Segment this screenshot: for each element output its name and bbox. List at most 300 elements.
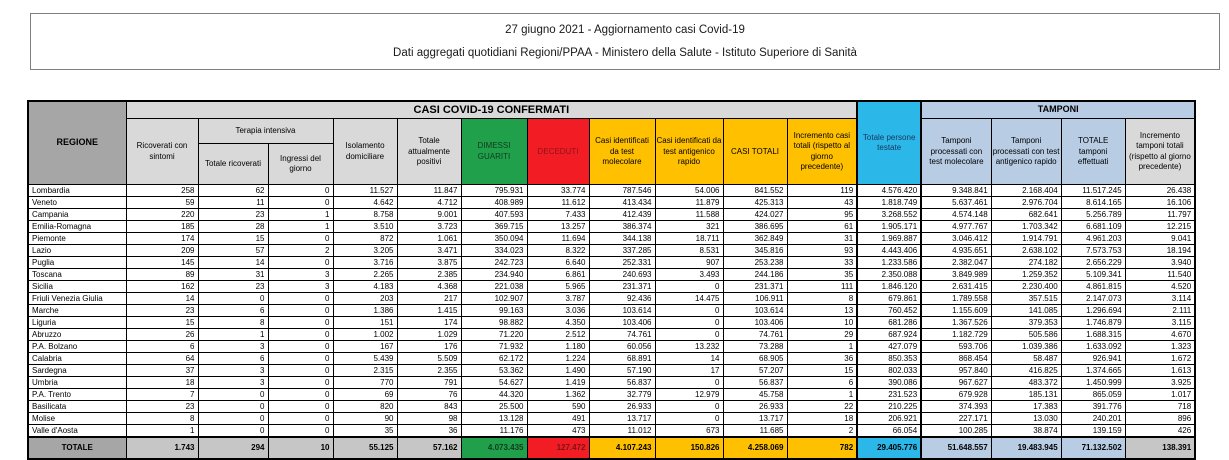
cell: 760.452 bbox=[857, 305, 921, 317]
group-header-tamponi: TAMPONI bbox=[921, 101, 1195, 119]
cell: 802.033 bbox=[857, 365, 921, 377]
cell: 23 bbox=[126, 305, 198, 317]
cell: 2.265 bbox=[333, 269, 397, 281]
cell: 57 bbox=[198, 245, 268, 257]
cell: 8 bbox=[787, 293, 857, 305]
cell: 185.131 bbox=[991, 389, 1061, 401]
cell: 321 bbox=[655, 221, 723, 233]
cell: 505.586 bbox=[991, 329, 1061, 341]
cell: 203 bbox=[333, 293, 397, 305]
cell: 68.891 bbox=[589, 353, 655, 365]
cell: 424.027 bbox=[723, 209, 787, 221]
region-name: Molise bbox=[28, 413, 126, 425]
cell: 73.288 bbox=[723, 341, 787, 353]
cell: 210.225 bbox=[857, 401, 921, 413]
cell: 98 bbox=[397, 413, 461, 425]
cell: 44.320 bbox=[461, 389, 527, 401]
cell: 673 bbox=[655, 425, 723, 438]
table-row bbox=[28, 305, 1195, 317]
cell: 2.976.704 bbox=[991, 197, 1061, 209]
cell: 590 bbox=[527, 401, 589, 413]
cell: 896 bbox=[1125, 413, 1195, 425]
cell: 386.374 bbox=[589, 221, 655, 233]
cell: 231.523 bbox=[857, 389, 921, 401]
cell: 35 bbox=[333, 425, 397, 438]
cell: 221.038 bbox=[461, 281, 527, 293]
table-row bbox=[28, 257, 1195, 269]
table-row bbox=[28, 401, 1195, 413]
cell: 162 bbox=[126, 281, 198, 293]
cell: 687.924 bbox=[857, 329, 921, 341]
cell: 29.405.776 bbox=[857, 437, 921, 459]
cell: 1.846.120 bbox=[857, 281, 921, 293]
cell: 868.454 bbox=[921, 353, 991, 365]
cell: 35 bbox=[787, 269, 857, 281]
cell: 17 bbox=[655, 365, 723, 377]
cell: 0 bbox=[655, 329, 723, 341]
cell: 3.036 bbox=[527, 305, 589, 317]
cell: 231.371 bbox=[723, 281, 787, 293]
cell: 258 bbox=[126, 185, 198, 197]
cell: 71.932 bbox=[461, 341, 527, 353]
cell: 25.500 bbox=[461, 401, 527, 413]
cell: 0 bbox=[268, 257, 333, 269]
table-row bbox=[28, 329, 1195, 341]
cell: 5.256.789 bbox=[1061, 209, 1125, 221]
cell: 718 bbox=[1125, 401, 1195, 413]
cell: 28 bbox=[198, 221, 268, 233]
cell: 0 bbox=[268, 377, 333, 389]
cell: 2.168.404 bbox=[991, 185, 1061, 197]
col-header-attualmente-positivi: Totale attualmente positivi bbox=[397, 119, 461, 185]
cell: 1.374.665 bbox=[1061, 365, 1125, 377]
cell: 98.882 bbox=[461, 317, 527, 329]
cell: 426 bbox=[1125, 425, 1195, 438]
cell: 15 bbox=[126, 317, 198, 329]
cell: 5.509 bbox=[397, 353, 461, 365]
cell: 3.875 bbox=[397, 257, 461, 269]
cell: 95 bbox=[787, 209, 857, 221]
cell: 14 bbox=[198, 257, 268, 269]
cell: 843 bbox=[397, 401, 461, 413]
cell: 4.977.767 bbox=[921, 221, 991, 233]
cell: 3.787 bbox=[527, 293, 589, 305]
cell: 76 bbox=[397, 389, 461, 401]
cell: 102.907 bbox=[461, 293, 527, 305]
cell: 57.162 bbox=[397, 437, 461, 459]
cell: 1.367.526 bbox=[921, 317, 991, 329]
cell: 4.576.420 bbox=[857, 185, 921, 197]
cell: 3 bbox=[198, 377, 268, 389]
cell: 9.348.841 bbox=[921, 185, 991, 197]
cell: 22 bbox=[787, 401, 857, 413]
cell: 872 bbox=[333, 233, 397, 245]
table-row bbox=[28, 245, 1195, 257]
cell: 386.695 bbox=[723, 221, 787, 233]
banner-title: 27 giugno 2021 - Aggiornamento casi Covid-19 bbox=[505, 24, 745, 37]
table-row bbox=[28, 377, 1195, 389]
region-name: Sardegna bbox=[28, 365, 126, 377]
table-row bbox=[28, 269, 1195, 281]
cell: 4.642 bbox=[333, 197, 397, 209]
cell: 234.940 bbox=[461, 269, 527, 281]
cell: 3.510 bbox=[333, 221, 397, 233]
table-row bbox=[28, 185, 1195, 197]
cell: 274.182 bbox=[991, 257, 1061, 269]
cell: 62 bbox=[198, 185, 268, 197]
cell: 103.614 bbox=[589, 305, 655, 317]
table-row bbox=[28, 317, 1195, 329]
cell: 1.672 bbox=[1125, 353, 1195, 365]
cell: 6 bbox=[198, 305, 268, 317]
cell: 240.201 bbox=[1061, 413, 1125, 425]
cell: 37 bbox=[126, 365, 198, 377]
col-header-totale-tamponi: TOTALE tamponi effettuati bbox=[1061, 119, 1125, 185]
group-header-casi-confermati: CASI COVID-19 CONFERMATI bbox=[126, 101, 857, 119]
cell: 11.879 bbox=[655, 197, 723, 209]
cell: 5.965 bbox=[527, 281, 589, 293]
region-name: Valle d'Aosta bbox=[28, 425, 126, 438]
banner bbox=[30, 13, 1220, 70]
cell: 10 bbox=[787, 317, 857, 329]
cell: 483.372 bbox=[991, 377, 1061, 389]
cell: 1.386 bbox=[333, 305, 397, 317]
cell: 58.487 bbox=[991, 353, 1061, 365]
cell: 2.631.415 bbox=[921, 281, 991, 293]
cell: 0 bbox=[198, 401, 268, 413]
cell: 6 bbox=[126, 341, 198, 353]
cell: 4.961.203 bbox=[1061, 233, 1125, 245]
cell: 13.232 bbox=[655, 341, 723, 353]
cell: 5.109.341 bbox=[1061, 269, 1125, 281]
cell: 2.355 bbox=[397, 365, 461, 377]
cell: 1.029 bbox=[397, 329, 461, 341]
cell: 17.383 bbox=[991, 401, 1061, 413]
cell: 3.723 bbox=[397, 221, 461, 233]
region-name: Piemonte bbox=[28, 233, 126, 245]
cell: 6.681.109 bbox=[1061, 221, 1125, 233]
cell: 1.259.352 bbox=[991, 269, 1061, 281]
cell: 90 bbox=[333, 413, 397, 425]
cell: 2 bbox=[787, 425, 857, 438]
cell: 8.531 bbox=[655, 245, 723, 257]
cell: 99.163 bbox=[461, 305, 527, 317]
table-row bbox=[28, 341, 1195, 353]
cell: 32.779 bbox=[589, 389, 655, 401]
cell: 57.190 bbox=[589, 365, 655, 377]
cell: 33.774 bbox=[527, 185, 589, 197]
table-row bbox=[28, 209, 1195, 221]
cell: 19.483.945 bbox=[991, 437, 1061, 459]
cell: 0 bbox=[655, 401, 723, 413]
cell: 1.180 bbox=[527, 341, 589, 353]
cell: 782 bbox=[787, 437, 857, 459]
cell: 167 bbox=[333, 341, 397, 353]
cell: 12.979 bbox=[655, 389, 723, 401]
cell: 26.438 bbox=[1125, 185, 1195, 197]
cell: 2.656.229 bbox=[1061, 257, 1125, 269]
cell: 220 bbox=[126, 209, 198, 221]
cell: 8 bbox=[198, 317, 268, 329]
cell: 227.171 bbox=[921, 413, 991, 425]
cell: 1.155.609 bbox=[921, 305, 991, 317]
cell: 56.837 bbox=[723, 377, 787, 389]
cell: 176 bbox=[397, 341, 461, 353]
cell: 14.475 bbox=[655, 293, 723, 305]
cell: 18.711 bbox=[655, 233, 723, 245]
cell: 0 bbox=[655, 317, 723, 329]
cell: 1.039.386 bbox=[991, 341, 1061, 353]
table-row bbox=[28, 293, 1195, 305]
cell: 344.138 bbox=[589, 233, 655, 245]
region-name: Marche bbox=[28, 305, 126, 317]
cell: 26 bbox=[126, 329, 198, 341]
cell: 1 bbox=[268, 209, 333, 221]
covid-data-table bbox=[27, 100, 1196, 460]
cell: 68.905 bbox=[723, 353, 787, 365]
cell: 11.540 bbox=[1125, 269, 1195, 281]
cell: 103.406 bbox=[589, 317, 655, 329]
col-header-dimessi-guariti: DIMESSI GUARITI bbox=[461, 119, 527, 185]
cell: 252.331 bbox=[589, 257, 655, 269]
cell: 8 bbox=[126, 413, 198, 425]
cell: 4.861.815 bbox=[1061, 281, 1125, 293]
cell: 2.638.102 bbox=[991, 245, 1061, 257]
cell: 150.826 bbox=[655, 437, 723, 459]
cell: 3.115 bbox=[1125, 317, 1195, 329]
cell: 408.989 bbox=[461, 197, 527, 209]
col-header-casi-totali: CASI TOTALI bbox=[723, 119, 787, 185]
region-name: Toscana bbox=[28, 269, 126, 281]
cell: 74.761 bbox=[589, 329, 655, 341]
cell: 679.928 bbox=[921, 389, 991, 401]
region-name: Basilicata bbox=[28, 401, 126, 413]
cell: 53.362 bbox=[461, 365, 527, 377]
cell: 1.746.879 bbox=[1061, 317, 1125, 329]
cell: 100.285 bbox=[921, 425, 991, 438]
cell: 244.186 bbox=[723, 269, 787, 281]
cell: 111 bbox=[787, 281, 857, 293]
cell: 0 bbox=[268, 329, 333, 341]
region-name: Puglia bbox=[28, 257, 126, 269]
cell: 26.933 bbox=[723, 401, 787, 413]
cell: 38.874 bbox=[991, 425, 1061, 438]
cell: 240.693 bbox=[589, 269, 655, 281]
col-header-totale-ricoverati: Totale ricoverati bbox=[198, 144, 268, 185]
cell: 62.172 bbox=[461, 353, 527, 365]
cell: 36 bbox=[787, 353, 857, 365]
cell: 23 bbox=[126, 401, 198, 413]
cell: 2 bbox=[268, 245, 333, 257]
cell: 0 bbox=[198, 293, 268, 305]
cell: 0 bbox=[198, 425, 268, 438]
cell: 3.268.552 bbox=[857, 209, 921, 221]
cell: 54.006 bbox=[655, 185, 723, 197]
cell: 407.593 bbox=[461, 209, 527, 221]
cell: 89 bbox=[126, 269, 198, 281]
region-name: Umbria bbox=[28, 377, 126, 389]
region-name: Campania bbox=[28, 209, 126, 221]
cell: 1.450.999 bbox=[1061, 377, 1125, 389]
cell: 1 bbox=[787, 341, 857, 353]
cell: 6.640 bbox=[527, 257, 589, 269]
cell: 0 bbox=[655, 413, 723, 425]
cell: 0 bbox=[268, 353, 333, 365]
cell: 71.132.502 bbox=[1061, 437, 1125, 459]
cell: 1.017 bbox=[1125, 389, 1195, 401]
cell: 33 bbox=[787, 257, 857, 269]
cell: 11.847 bbox=[397, 185, 461, 197]
cell: 4.520 bbox=[1125, 281, 1195, 293]
table-row bbox=[28, 233, 1195, 245]
cell: 2.147.073 bbox=[1061, 293, 1125, 305]
cell: 15 bbox=[198, 233, 268, 245]
cell: 4.350 bbox=[527, 317, 589, 329]
cell: 9.041 bbox=[1125, 233, 1195, 245]
cell: 57.207 bbox=[723, 365, 787, 377]
cell: 3.046.412 bbox=[921, 233, 991, 245]
cell: 8.614.165 bbox=[1061, 197, 1125, 209]
cell: 18 bbox=[787, 413, 857, 425]
cell: 14 bbox=[126, 293, 198, 305]
region-name: Friuli Venezia Giulia bbox=[28, 293, 126, 305]
cell: 3.205 bbox=[333, 245, 397, 257]
cell: 1.633.092 bbox=[1061, 341, 1125, 353]
cell: 13.257 bbox=[527, 221, 589, 233]
cell: 3.925 bbox=[1125, 377, 1195, 389]
cell: 11.694 bbox=[527, 233, 589, 245]
cell: 0 bbox=[655, 281, 723, 293]
total-row bbox=[28, 437, 1195, 459]
cell: 4.443.406 bbox=[857, 245, 921, 257]
cell: 11.797 bbox=[1125, 209, 1195, 221]
cell: 9.001 bbox=[397, 209, 461, 221]
cell: 770 bbox=[333, 377, 397, 389]
cell: 841.552 bbox=[723, 185, 787, 197]
table-row bbox=[28, 365, 1195, 377]
cell: 357.515 bbox=[991, 293, 1061, 305]
cell: 294 bbox=[198, 437, 268, 459]
cell: 1 bbox=[787, 389, 857, 401]
cell: 682.641 bbox=[991, 209, 1061, 221]
cell: 1.233.586 bbox=[857, 257, 921, 269]
cell: 7.573.753 bbox=[1061, 245, 1125, 257]
region-name: Lombardia bbox=[28, 185, 126, 197]
cell: 1 bbox=[268, 221, 333, 233]
cell: 787.546 bbox=[589, 185, 655, 197]
cell: 3.940 bbox=[1125, 257, 1195, 269]
cell: 31 bbox=[198, 269, 268, 281]
cell: 43 bbox=[787, 197, 857, 209]
cell: 681.286 bbox=[857, 317, 921, 329]
cell: 374.393 bbox=[921, 401, 991, 413]
cell: 2.230.400 bbox=[991, 281, 1061, 293]
cell: 1.415 bbox=[397, 305, 461, 317]
cell: 1.419 bbox=[527, 377, 589, 389]
cell: 26.933 bbox=[589, 401, 655, 413]
cell: 1.002 bbox=[333, 329, 397, 341]
cell: 416.825 bbox=[991, 365, 1061, 377]
cell: 59 bbox=[126, 197, 198, 209]
cell: 1.905.171 bbox=[857, 221, 921, 233]
table-row bbox=[28, 425, 1195, 438]
cell: 12.215 bbox=[1125, 221, 1195, 233]
region-name: P.A. Trento bbox=[28, 389, 126, 401]
cell: 1.743 bbox=[126, 437, 198, 459]
cell: 55.125 bbox=[333, 437, 397, 459]
cell: 2.111 bbox=[1125, 305, 1195, 317]
cell: 3 bbox=[198, 365, 268, 377]
cell: 1 bbox=[198, 329, 268, 341]
col-header-ingressi-giorno: Ingressi del giorno bbox=[268, 144, 333, 185]
col-header-incremento-casi: Incremento casi totali (rispetto al giorno precedente) bbox=[787, 119, 857, 185]
cell: 1.323 bbox=[1125, 341, 1195, 353]
cell: 253.238 bbox=[723, 257, 787, 269]
cell: 390.086 bbox=[857, 377, 921, 389]
col-header-deceduti: DECEDUTI bbox=[527, 119, 589, 185]
cell: 0 bbox=[198, 389, 268, 401]
cell: 6 bbox=[198, 353, 268, 365]
cell: 13.717 bbox=[723, 413, 787, 425]
cell: 15 bbox=[787, 365, 857, 377]
cell: 174 bbox=[397, 317, 461, 329]
region-name: Abruzzo bbox=[28, 329, 126, 341]
col-header-tamponi-antigenico: Tamponi processati con test antigenico rapido bbox=[991, 119, 1061, 185]
cell: 0 bbox=[655, 305, 723, 317]
cell: 3.471 bbox=[397, 245, 461, 257]
cell: 4.107.243 bbox=[589, 437, 655, 459]
cell: 18 bbox=[126, 377, 198, 389]
cell: 93 bbox=[787, 245, 857, 257]
cell: 6 bbox=[787, 377, 857, 389]
cell: 957.840 bbox=[921, 365, 991, 377]
cell: 679.861 bbox=[857, 293, 921, 305]
cell: 6.861 bbox=[527, 269, 589, 281]
cell: 106.911 bbox=[723, 293, 787, 305]
table-header bbox=[28, 101, 1195, 185]
table-row bbox=[28, 197, 1195, 209]
cell: 11.012 bbox=[589, 425, 655, 438]
cell: 4.712 bbox=[397, 197, 461, 209]
cell: 16.106 bbox=[1125, 197, 1195, 209]
cell: 3.849.989 bbox=[921, 269, 991, 281]
cell: 1.688.315 bbox=[1061, 329, 1125, 341]
banner-subtitle: Dati aggregati quotidiani Regioni/PPAA - Ministero della Salute - Istituto Superiore di Sanità bbox=[393, 46, 857, 59]
cell: 412.439 bbox=[589, 209, 655, 221]
region-name: Emilia-Romagna bbox=[28, 221, 126, 233]
cell: 0 bbox=[268, 365, 333, 377]
cell: 0 bbox=[268, 413, 333, 425]
cell: 29 bbox=[787, 329, 857, 341]
region-name: Liguria bbox=[28, 317, 126, 329]
cell: 54.627 bbox=[461, 377, 527, 389]
col-header-persone-testate: Totale persone testate bbox=[857, 101, 921, 185]
cell: 69 bbox=[333, 389, 397, 401]
table-body bbox=[28, 185, 1195, 460]
cell: 907 bbox=[655, 257, 723, 269]
table-row bbox=[28, 281, 1195, 293]
cell: 413.434 bbox=[589, 197, 655, 209]
cell: 10 bbox=[268, 437, 333, 459]
cell: 138.391 bbox=[1125, 437, 1195, 459]
cell: 0 bbox=[268, 317, 333, 329]
col-header-regione: REGIONE bbox=[28, 101, 126, 185]
col-header-incremento-tamponi: Incremento tamponi totali (rispetto al giorno precedente) bbox=[1125, 119, 1195, 185]
cell: 362.849 bbox=[723, 233, 787, 245]
cell: 1.362 bbox=[527, 389, 589, 401]
cell: 13 bbox=[787, 305, 857, 317]
cell: 11.176 bbox=[461, 425, 527, 438]
